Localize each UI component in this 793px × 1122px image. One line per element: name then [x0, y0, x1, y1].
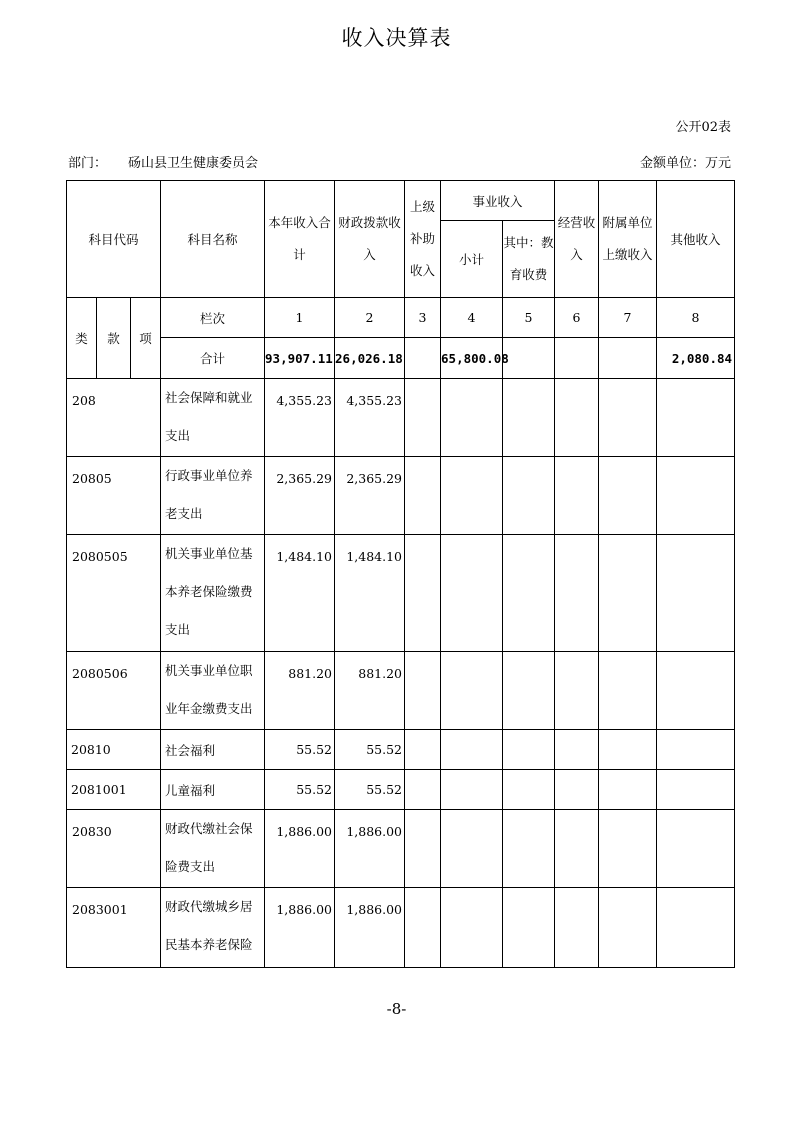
- header-business: 事业收入: [441, 181, 555, 221]
- row-code: 2083001: [67, 888, 161, 968]
- row-fiscal: 55.52: [335, 730, 405, 770]
- column-index-label: 栏次: [161, 298, 265, 338]
- page-title: 收入决算表: [341, 26, 452, 50]
- totals-business: 65,800.08: [441, 338, 503, 379]
- header-xiang: 项: [131, 298, 161, 379]
- row-name: 社会福利: [161, 730, 265, 770]
- row-fiscal: 1,886.00: [335, 810, 405, 888]
- table-row: [67, 379, 735, 457]
- row-name: 财政代缴社会保险费支出: [161, 810, 265, 888]
- row-name: 机关事业单位基本养老保险缴费支出: [161, 535, 265, 652]
- totals-fiscal: 26,026.18: [335, 338, 405, 379]
- header-other: 其他收入: [657, 181, 735, 298]
- header-total: 本年收入合计: [265, 181, 335, 298]
- income-table: [66, 180, 735, 968]
- department-value: 砀山县卫生健康委员会: [128, 156, 259, 171]
- totals-total: 93,907.11: [265, 338, 335, 379]
- col-index-7: 7: [599, 298, 657, 338]
- table-row: [67, 888, 735, 968]
- amount-unit: 金额单位：万元: [639, 156, 731, 171]
- row-total: 881.20: [265, 652, 335, 730]
- col-index-4: 4: [441, 298, 503, 338]
- header-lei: 类: [67, 298, 97, 379]
- row-name: 社会保障和就业支出: [161, 379, 265, 457]
- header-fiscal: 财政拨款收入: [335, 181, 405, 298]
- row-name: 机关事业单位职业年金缴费支出: [161, 652, 265, 730]
- row-total: 1,886.00: [265, 888, 335, 968]
- header-kuan: 款: [97, 298, 131, 379]
- row-total: 1,886.00: [265, 810, 335, 888]
- header-subtotal: 小计: [441, 221, 503, 298]
- row-code: 208: [67, 379, 161, 457]
- row-total: 1,484.10: [265, 535, 335, 652]
- row-fiscal: 1,484.10: [335, 535, 405, 652]
- col-index-8: 8: [657, 298, 735, 338]
- row-name: 行政事业单位养老支出: [161, 457, 265, 535]
- col-index-5: 5: [503, 298, 555, 338]
- row-code: 2080506: [67, 652, 161, 730]
- table-row: [67, 770, 735, 810]
- header-education: 其中：教育收费: [503, 221, 555, 298]
- row-name: 财政代缴城乡居民基本养老保险: [161, 888, 265, 968]
- col-index-2: 2: [335, 298, 405, 338]
- row-code: 2080505: [67, 535, 161, 652]
- totals-row: [67, 338, 735, 379]
- row-fiscal: 2,365.29: [335, 457, 405, 535]
- row-fiscal: 881.20: [335, 652, 405, 730]
- col-index-6: 6: [555, 298, 599, 338]
- row-total: 2,365.29: [265, 457, 335, 535]
- table-row: [67, 652, 735, 730]
- row-code: 20830: [67, 810, 161, 888]
- department-label: 部门：: [68, 156, 108, 171]
- row-name: 儿童福利: [161, 770, 265, 810]
- row-code: 2081001: [67, 770, 161, 810]
- page-number: -8-: [386, 1000, 407, 1018]
- table-row: [67, 457, 735, 535]
- row-code: 20810: [67, 730, 161, 770]
- totals-label: 合计: [161, 338, 265, 379]
- row-fiscal: 55.52: [335, 770, 405, 810]
- row-fiscal: 1,886.00: [335, 888, 405, 968]
- header-name: 科目名称: [161, 181, 265, 298]
- row-fiscal: 4,355.23: [335, 379, 405, 457]
- row-total: 55.52: [265, 770, 335, 810]
- col-index-3: 3: [405, 298, 441, 338]
- header-operating: 经营收入: [555, 181, 599, 298]
- row-total: 4,355.23: [265, 379, 335, 457]
- header-superior: 上级补助收入: [405, 181, 441, 298]
- form-number: 公开02表: [675, 120, 731, 135]
- header-code: 科目代码: [67, 181, 161, 298]
- table-row: [67, 810, 735, 888]
- row-code: 20805: [67, 457, 161, 535]
- row-total: 55.52: [265, 730, 335, 770]
- table-row: [67, 730, 735, 770]
- col-index-1: 1: [265, 298, 335, 338]
- header-affiliated: 附属单位上缴收入: [599, 181, 657, 298]
- table-row: [67, 535, 735, 652]
- totals-other: 2,080.84: [657, 338, 735, 379]
